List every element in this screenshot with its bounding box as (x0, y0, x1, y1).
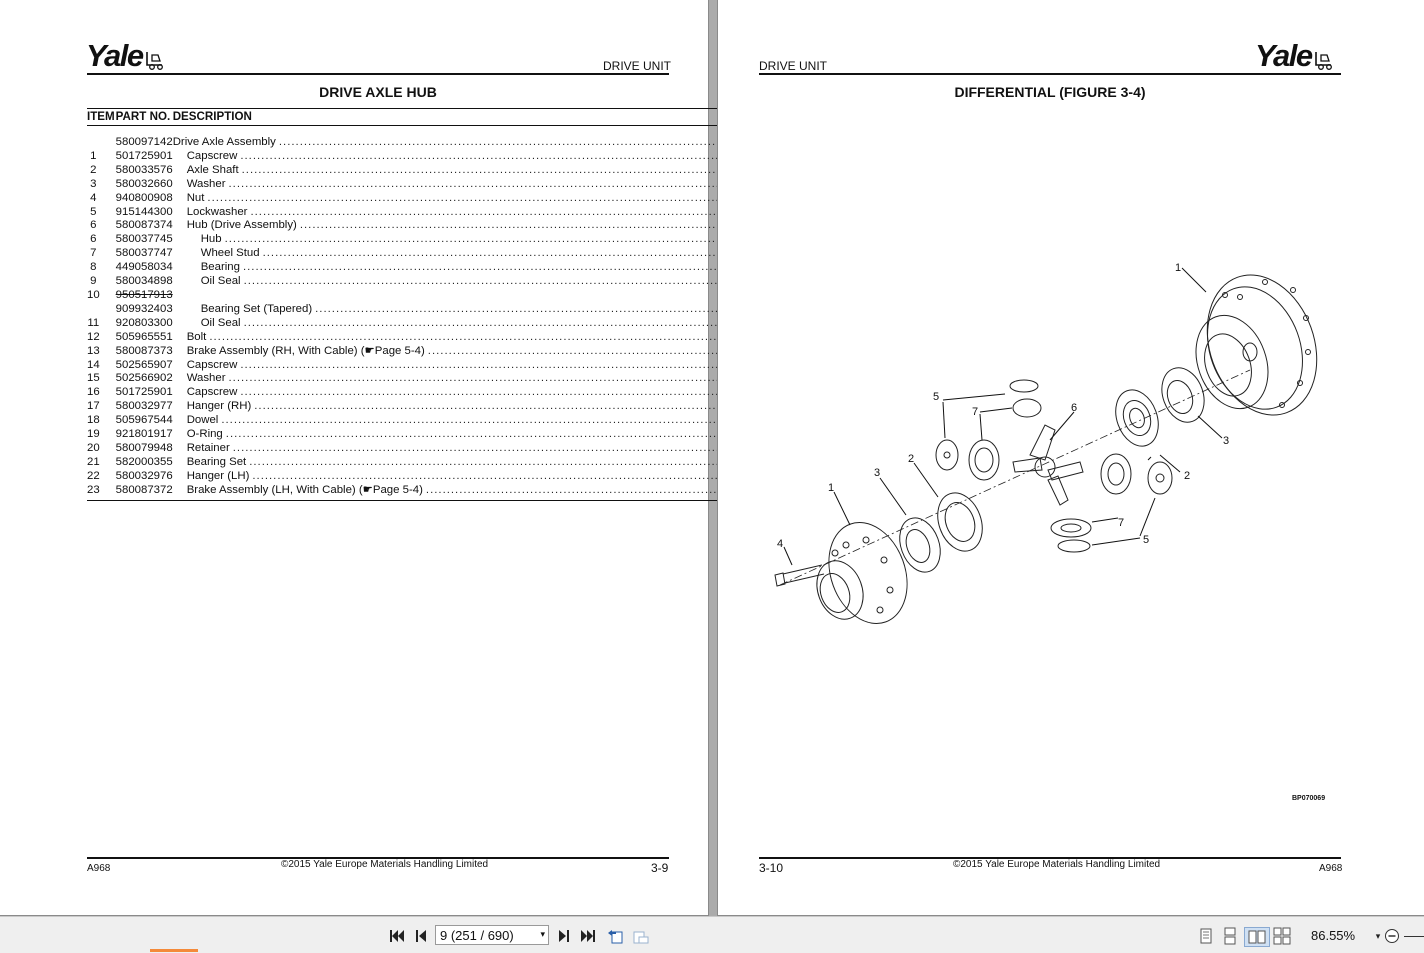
item-number: 21 (87, 455, 100, 468)
callout-label: 6 (1071, 402, 1078, 414)
part-number: 449058034 (115, 261, 173, 274)
column-header-part-no: PART NO. (116, 109, 173, 126)
page-title: DRIVE AXLE HUB (319, 84, 437, 100)
item-number: 2 (90, 163, 97, 176)
item-number: 7 (90, 247, 97, 260)
continuous-facing-icon[interactable] (1273, 927, 1291, 945)
description-text: Drive Axle Assembly (172, 136, 276, 148)
footer-page-number: 3-10 (759, 861, 784, 875)
part-number: 580033576 (115, 163, 173, 176)
item-number: 22 (87, 469, 100, 482)
column-header-description: DESCRIPTION (173, 109, 1134, 126)
description-text: Lockwasher (186, 205, 248, 218)
description-text: Oil Seal (200, 275, 241, 288)
footer-copyright: ©2015 Yale Europe Materials Handling Limited (281, 859, 489, 870)
left-case-half-part (809, 511, 920, 634)
callout-label: 5 (1143, 534, 1150, 546)
item-number: 17 (87, 400, 100, 413)
item-number: 11 (87, 316, 100, 329)
item-number: 4 (90, 191, 97, 204)
part-number: 580032977 (115, 400, 173, 413)
callout-label: 1 (828, 482, 835, 494)
callout-label: 2 (1184, 470, 1191, 482)
description-text: Nut (186, 191, 205, 204)
footer-doc-code: A968 (1319, 863, 1343, 874)
dropdown-arrow-icon[interactable]: ▾ (540, 929, 545, 939)
section-label: DRIVE UNIT (759, 59, 828, 73)
item-number: 3 (90, 177, 97, 190)
part-number: 580037745 (115, 233, 173, 246)
item-number: 15 (87, 372, 100, 385)
item-number: 1 (90, 149, 97, 162)
part-number: 582000355 (115, 455, 173, 468)
column-header-item: ITEM (87, 109, 116, 126)
item-number: 14 (87, 358, 100, 371)
callout-label: 7 (972, 406, 979, 418)
description-text: Hanger (RH) (186, 400, 252, 413)
part-number: 580087374 (115, 219, 173, 232)
part-number: 909932403 (115, 302, 173, 315)
left-bearing-part (893, 487, 990, 578)
callout-leaders (784, 268, 1222, 565)
description-text: Bearing Set (Tapered) (200, 302, 313, 315)
description-text: Bearing Set (186, 455, 247, 468)
part-number: 501725901 (115, 386, 173, 399)
callout-label: 1 (1175, 262, 1182, 274)
item-number: 6 (90, 233, 97, 246)
first-page-icon[interactable] (388, 927, 406, 945)
description-text: Bolt (186, 330, 207, 343)
callout-label: 3 (1223, 435, 1230, 447)
part-number: 580087373 (115, 344, 173, 357)
facing-icon[interactable] (1244, 927, 1270, 947)
part-number: 580034898 (115, 275, 173, 288)
description-text: Brake Assembly (LH, With Cable) (☛Page 5-4) (186, 483, 423, 496)
footer-doc-code: A968 (87, 863, 111, 874)
section-label: DRIVE UNIT (603, 59, 672, 73)
description-text: Capscrew (186, 358, 238, 371)
previous-view-icon[interactable] (606, 927, 624, 945)
part-number: 940800908 (115, 191, 173, 204)
description-text: Axle Shaft (186, 163, 239, 176)
description-text: Washer (186, 177, 226, 190)
page-number-value: 9 (251 / 690) (440, 928, 514, 943)
header-rule (87, 73, 669, 75)
footer-page-number: 3-9 (651, 861, 669, 875)
part-number: 502566902 (115, 372, 173, 385)
description-text: O-Ring (186, 428, 223, 441)
part-number: 920803300 (115, 316, 173, 329)
description-text: Dowel (186, 414, 219, 427)
forklift-logo-icon (144, 49, 166, 71)
description-text: Bearing (200, 261, 240, 274)
callout-label: 7 (1118, 517, 1125, 529)
callout-label: 4 (777, 538, 784, 550)
description-text: Hub (200, 233, 222, 246)
part-number: 580032660 (115, 177, 173, 190)
part-number: 580087372 (116, 484, 173, 500)
zoom-out-icon[interactable] (1383, 927, 1401, 945)
part-number: 505965551 (115, 330, 173, 343)
item-number: 6 (90, 219, 97, 232)
header-rule (759, 73, 1341, 75)
zoom-slider-track[interactable] (1404, 927, 1424, 945)
description-text: Hub (Drive Assembly) (186, 219, 297, 232)
zoom-menu-arrow-icon[interactable]: ▾ (1375, 930, 1381, 941)
part-number: 580097142 (115, 136, 173, 148)
item-number: 9 (90, 275, 97, 288)
description-text: Oil Seal (200, 316, 241, 329)
description-text: Retainer (186, 441, 230, 454)
last-page-icon[interactable] (579, 927, 597, 945)
part-number: 915144300 (115, 205, 173, 218)
right-case-half-part (1184, 260, 1335, 431)
item-number: 12 (87, 330, 100, 343)
figure-code: BP070069 (1292, 795, 1326, 802)
part-number: 921801917 (115, 428, 173, 441)
description-text: Hanger (LH) (186, 469, 250, 482)
footer-copyright: ©2015 Yale Europe Materials Handling Limited (953, 859, 1161, 870)
item-number (87, 136, 116, 150)
part-number: 580032976 (115, 469, 173, 482)
item-number: 19 (87, 428, 100, 441)
item-number: 18 (87, 414, 100, 427)
item-number: 10 (87, 288, 100, 301)
yale-logo: Yale (1255, 40, 1335, 71)
description-text: Capscrew (186, 386, 238, 399)
item-number: 16 (87, 386, 100, 399)
part-number: 502565907 (115, 358, 173, 371)
item-number: 23 (87, 484, 116, 500)
description-text: Capscrew (186, 149, 238, 162)
part-number: 950517913 (115, 288, 173, 301)
item-number: 20 (87, 441, 100, 454)
page-number-field[interactable] (435, 925, 549, 945)
single-page-icon[interactable] (1197, 927, 1215, 945)
callout-label: 3 (874, 467, 881, 479)
prev-page-icon[interactable] (412, 927, 430, 945)
forklift-logo-icon (1313, 49, 1335, 71)
description-text: Wheel Stud (200, 247, 260, 260)
callout-label: 5 (933, 391, 940, 403)
yale-logo: Yale (86, 40, 166, 71)
callout-label: 2 (908, 453, 915, 465)
item-number (87, 303, 116, 317)
continuous-icon[interactable] (1221, 927, 1239, 945)
next-page-icon[interactable] (555, 927, 573, 945)
item-number: 13 (87, 344, 100, 357)
part-number: 580079948 (115, 441, 173, 454)
next-view-icon[interactable] (632, 927, 650, 945)
item-number: 8 (90, 261, 97, 274)
viewer-toolbar (0, 916, 1424, 953)
callout-labels (777, 262, 1229, 550)
part-number: 501725901 (115, 149, 173, 162)
left-document-page (0, 0, 708, 915)
differential-exploded-drawing (755, 255, 1335, 645)
zoom-level[interactable]: 86.55% (1311, 928, 1356, 943)
part-number: 580037747 (115, 247, 173, 260)
page-title: DIFFERENTIAL (FIGURE 3-4) (954, 84, 1146, 100)
item-number: 5 (90, 205, 97, 218)
description-text: Washer (186, 372, 226, 385)
right-bearing-part (1108, 362, 1211, 452)
description-text: Brake Assembly (RH, With Cable) (☛Page 5-4) (186, 344, 425, 357)
part-number: 505967544 (115, 414, 173, 427)
